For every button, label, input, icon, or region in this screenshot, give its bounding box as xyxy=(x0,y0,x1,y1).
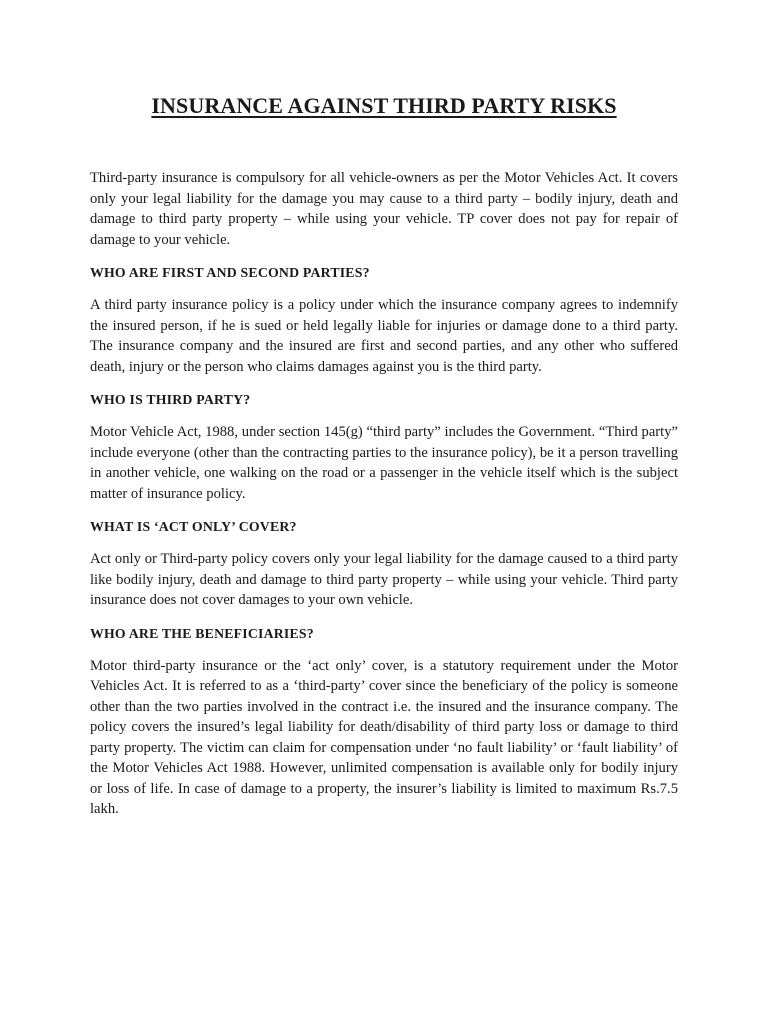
document-title: INSURANCE AGAINST THIRD PARTY RISKS xyxy=(151,93,617,118)
section-text-third-party: Motor Vehicle Act, 1988, under section 145(g) “third party” includes the Government. “Third party” include everyone (other than the contracting parties to the insurance policy), be it a person travelling in another vehicle, one walking on the road or a passenger in the vehicle itself which is the subject matter of insurance policy. xyxy=(90,424,678,502)
section-heading-act-only-cover: WHAT IS ‘ACT ONLY’ COVER? xyxy=(90,519,297,534)
section-heading-first-second-parties: WHO ARE FIRST AND SECOND PARTIES? xyxy=(90,265,370,280)
section-heading-beneficiaries: WHO ARE THE BENEFICIARIES? xyxy=(90,625,314,641)
section-text-beneficiaries: Motor third-party insurance or the ‘act only’ cover, is a statutory requirement under the Motor Vehicles Act. It is referred to as a ‘third-party’ cover since the beneficiary of the policy is someone other than the two parties involved in the contract i.e. the insured and the insurance company. The policy covers the insured’s legal liability for death/disability of third party loss or damage to third party property. The victim can claim for compensation under ‘no fault liability’ or ‘fault liability’ of the Motor Vehicles Act 1988. However, unlimited compensation is available only for bodily injury or loss of life. In case of damage to a property, the insurer’s liability is limited to maximum Rs.7.5 lakh. xyxy=(90,657,678,817)
document-body xyxy=(90,168,678,833)
intro-paragraph: Third-party insurance is compulsory for all vehicle-owners as per the Motor Vehicles Act. It covers only your legal liability for the damage you may cause to a third party – bodily injury, death and damage to third party property – while using your vehicle. TP cover does not pay for repair of damage to your vehicle. xyxy=(90,170,678,248)
section-text-first-second-parties: A third party insurance policy is a policy under which the insurance company agrees to indemnify the insured person, if he is sued or held legally liable for injuries or damage done to a third party. The insurance company and the insured are first and second parties, and any other who suffered death, injury or the person who claims damages against you is the third party. xyxy=(90,297,678,375)
section-text-act-only-cover: Act only or Third-party policy covers only your legal liability for the damage caused to a third party like bodily injury, death and damage to third party property – while using your vehicle. Third party insurance does not cover damages to your own vehicle. xyxy=(90,551,678,608)
section-heading-third-party: WHO IS THIRD PARTY? xyxy=(90,392,251,407)
